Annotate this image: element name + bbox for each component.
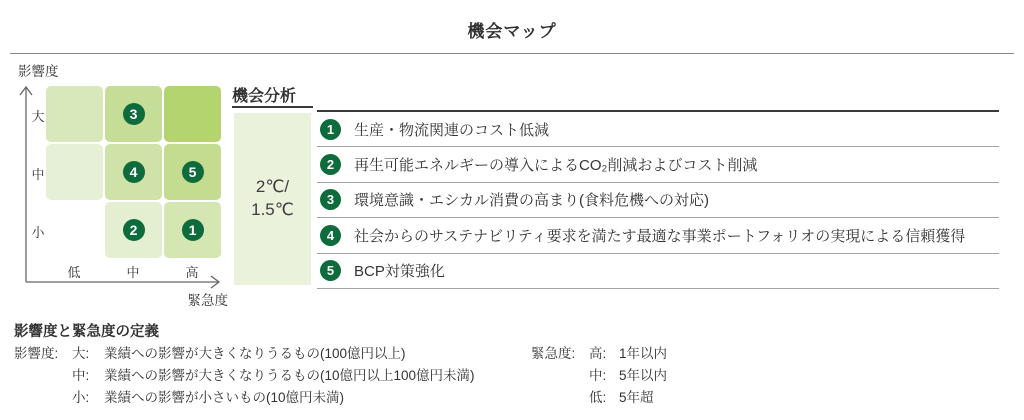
definition-text: 業績への影響が大きくなりうるもの(10億円以上100億円未満) bbox=[104, 368, 475, 383]
item-number-badge: 5 bbox=[320, 260, 341, 281]
matrix-cell-large-high bbox=[164, 86, 221, 142]
y-tick-medium: 中 bbox=[31, 167, 45, 182]
list-item bbox=[317, 218, 999, 253]
item-number-badge: 3 bbox=[320, 189, 341, 210]
item-text: BCP対策強化 bbox=[354, 263, 445, 281]
analysis-header: 機会分析 bbox=[232, 88, 297, 105]
definition-row bbox=[531, 343, 667, 365]
list-item bbox=[317, 183, 999, 218]
matrix-cell-large-low bbox=[46, 86, 103, 142]
definition-level-label: 低: bbox=[589, 390, 607, 405]
definition-group-label: 影響度: bbox=[14, 346, 59, 361]
matrix-marker-2: 2 bbox=[123, 219, 145, 241]
opportunity-list bbox=[317, 110, 999, 289]
list-item bbox=[317, 112, 999, 147]
matrix-cell-medium-mid bbox=[105, 144, 162, 200]
matrix-cell-small-high bbox=[164, 202, 221, 258]
definition-group-label: 緊急度: bbox=[531, 346, 576, 361]
definition-row bbox=[531, 387, 667, 409]
definition-level-label: 小: bbox=[72, 390, 90, 405]
x-tick-medium: 中 bbox=[126, 265, 140, 280]
definition-row bbox=[14, 387, 475, 409]
scenario-line-1: 2℃/ bbox=[255, 177, 290, 197]
matrix-cell-large-mid bbox=[105, 86, 162, 142]
analysis-header-underline bbox=[232, 106, 313, 108]
matrix-cell-small-mid bbox=[105, 202, 162, 258]
y-tick-large: 大 bbox=[31, 109, 45, 124]
page-title: 機会マップ bbox=[467, 22, 557, 41]
definition-text: 5年超 bbox=[619, 390, 654, 405]
matrix-marker-4: 4 bbox=[123, 161, 145, 183]
item-text: 生産・物流関連のコスト低減 bbox=[354, 121, 550, 139]
definition-text: 業績への影響が大きくなりうるもの(100億円以上) bbox=[104, 346, 406, 361]
matrix-cell-medium-low bbox=[46, 144, 103, 200]
definition-text: 1年以内 bbox=[619, 346, 668, 361]
definition-level-label: 中: bbox=[72, 368, 90, 383]
definition-row bbox=[14, 343, 475, 365]
list-item bbox=[317, 147, 999, 182]
definition-level-label: 中: bbox=[589, 368, 607, 383]
definition-text: 5年以内 bbox=[619, 368, 668, 383]
y-axis-title: 影響度 bbox=[18, 64, 59, 79]
definition-row bbox=[14, 365, 475, 387]
x-tick-low: 低 bbox=[67, 265, 81, 280]
definition-row bbox=[531, 365, 667, 387]
item-number-badge: 1 bbox=[320, 119, 341, 140]
item-text: 社会からのサステナビリティ要求を満たす最適な事業ポートフォリオの実現による信頼獲得 bbox=[354, 227, 966, 245]
x-axis-title: 緊急度 bbox=[187, 293, 228, 308]
urgency-definitions bbox=[531, 343, 667, 409]
scenario-line-2: 1.5℃ bbox=[251, 200, 294, 219]
matrix-marker-1: 1 bbox=[182, 219, 204, 241]
matrix-marker-5: 5 bbox=[182, 161, 204, 183]
definition-level-label: 大: bbox=[72, 346, 90, 361]
item-text: 環境意識・エシカル消費の高まり(食料危機への対応) bbox=[354, 192, 709, 210]
matrix-marker-3: 3 bbox=[123, 103, 145, 125]
list-item bbox=[317, 254, 999, 289]
item-text: 再生可能エネルギーの導入によるCO₂削減およびコスト削減 bbox=[354, 157, 758, 175]
x-tick-high: 高 bbox=[185, 265, 199, 280]
item-number-badge: 2 bbox=[320, 154, 341, 175]
scenario-box bbox=[234, 113, 311, 285]
item-number-badge: 4 bbox=[320, 225, 341, 246]
definitions-header: 影響度と緊急度の定義 bbox=[14, 324, 159, 340]
y-tick-small: 小 bbox=[31, 225, 45, 240]
matrix-cell-medium-high bbox=[164, 144, 221, 200]
definition-level-label: 高: bbox=[589, 346, 607, 361]
title-divider bbox=[10, 53, 1014, 54]
definition-text: 業績への影響が小さいもの(10億円未満) bbox=[104, 390, 345, 405]
impact-definitions bbox=[14, 343, 475, 409]
